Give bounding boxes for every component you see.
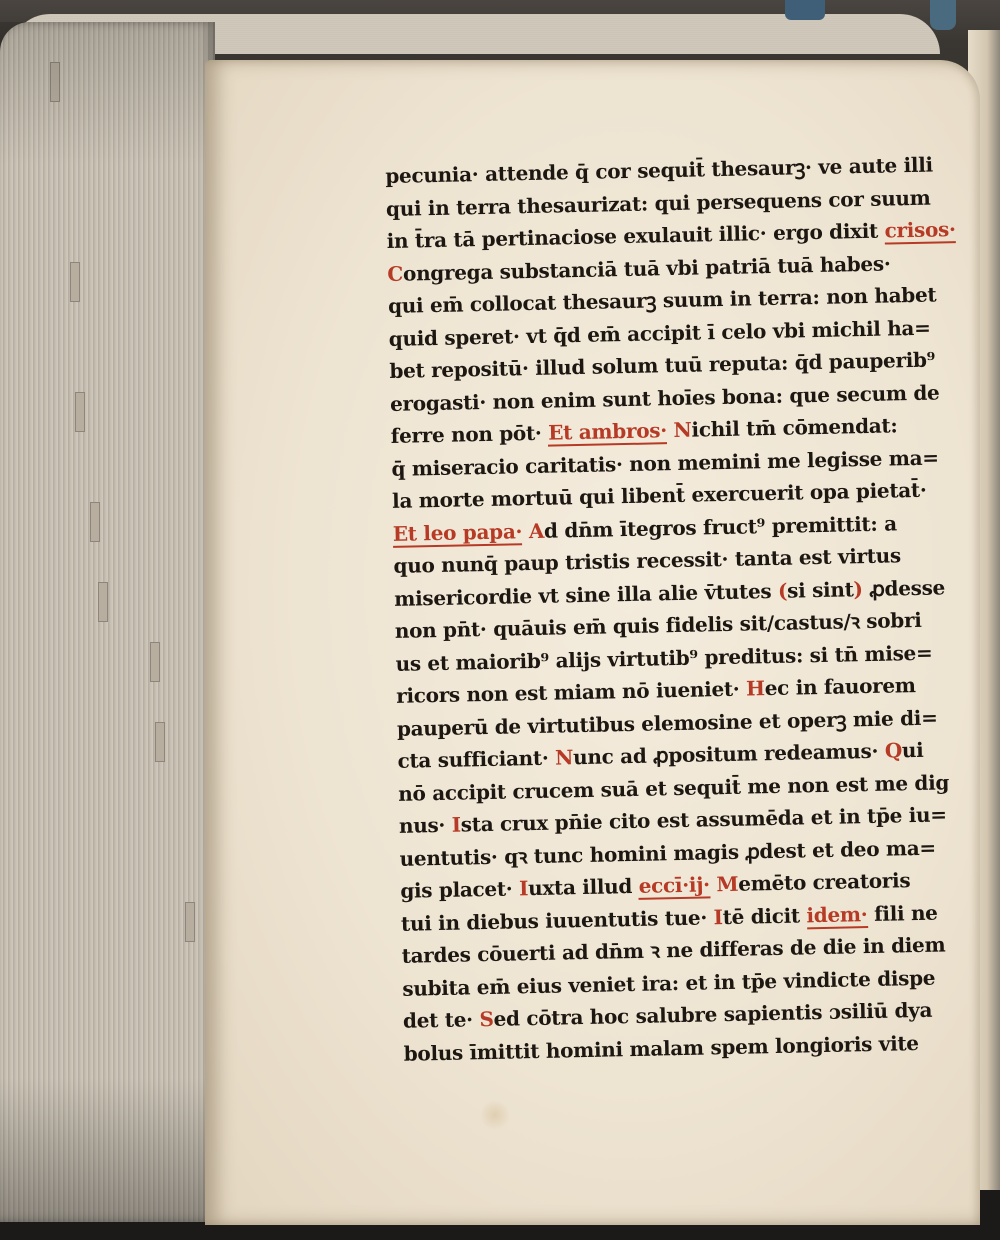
page-stack-left bbox=[0, 22, 215, 1222]
body-text: q̄ miseracio caritatis· non memini me legisse ma= bbox=[391, 444, 939, 481]
rubric-text: H bbox=[745, 676, 765, 701]
rubric-text: Et ambros· bbox=[547, 418, 668, 445]
page-tab bbox=[75, 392, 85, 432]
rubric-text: C bbox=[387, 261, 404, 286]
body-text: gis placet· bbox=[400, 876, 520, 903]
body-text: non pn̄t· quāuis em̄ quis fidelis sit/castus/ꝛ sobri bbox=[394, 607, 922, 643]
body-text: si sint bbox=[786, 576, 854, 603]
rubric-text: S bbox=[479, 1006, 494, 1032]
body-text: ichil tm̄ cōmendat: bbox=[691, 413, 898, 442]
rubric-text: idem· bbox=[806, 901, 868, 927]
rubric-text: N bbox=[554, 745, 574, 770]
body-text: qui em̄ collocat thesaurꝫ suum in terra: non habet bbox=[387, 282, 937, 318]
body-text: la morte mortuū qui libent̄ exercuerit opa pietat̄· bbox=[391, 477, 927, 513]
rubric-text: Q bbox=[884, 738, 903, 763]
body-text: quid speret· vt q̄d em̄ accipit ī celo vbi michil ha= bbox=[388, 315, 931, 351]
body-text: erogasti· non enim sunt hoīes bona: que secum de bbox=[389, 379, 940, 416]
body-text: quo nunq̄ paup tristis recessit· tanta est virtus bbox=[393, 543, 902, 578]
page-tab bbox=[98, 582, 108, 622]
page-stain bbox=[480, 1100, 510, 1130]
body-text: tē dicit bbox=[722, 902, 807, 929]
body-text: sta crux pn̄ie cito est assumēda et in tp̄e iu= bbox=[460, 802, 947, 837]
body-text: det te· bbox=[402, 1007, 480, 1033]
body-text: ꝓdesse bbox=[862, 574, 946, 601]
body-text: tardes cōuerti ad dn̄m ꝛ ne differas de die in diem bbox=[401, 932, 946, 968]
body-text: nus· bbox=[398, 812, 452, 838]
body-text: bet repositū· illud solum tuū reputa: q̄d pauperib⁹ bbox=[389, 347, 936, 383]
page-tab bbox=[185, 902, 195, 942]
rubric-text: ( bbox=[777, 578, 788, 603]
rubric-text: ) bbox=[853, 576, 863, 601]
body-text: qui in terra thesaurizat: qui persequens cor suum bbox=[385, 185, 931, 221]
rubric-text: I bbox=[518, 876, 529, 901]
body-text: ferre non pōt· bbox=[390, 420, 549, 448]
rubric-text: Et leo papa· bbox=[392, 518, 523, 546]
body-text: pauperū de virtutibus elemosine et operꝫ mie di= bbox=[396, 705, 938, 741]
rubric-text: I bbox=[713, 904, 723, 929]
body-text: emēto creatoris bbox=[738, 868, 911, 896]
body-text: unc ad ꝓpositum redeamus· bbox=[572, 738, 886, 770]
body-text: uxta illud bbox=[527, 873, 639, 901]
body-text: nō accipit crucem suā et sequit̄ me non est me dig bbox=[398, 769, 950, 806]
body-text: ed cōtra hoc salubre sapientis ɔsiliū dya bbox=[493, 997, 933, 1031]
page-tab bbox=[90, 502, 100, 542]
bookmark-ribbon bbox=[785, 0, 825, 20]
body-text: us et maiorib⁹ alijs virtutib⁹ preditus: si tn̄ mise= bbox=[395, 640, 933, 676]
rubric-text: A bbox=[521, 518, 545, 543]
body-text: in t̄ra tā pertinaciose exulauit illic· ergo dixit bbox=[386, 218, 885, 253]
rubric-text: eccī·ij· bbox=[638, 872, 711, 898]
rubric-text: crisos· bbox=[884, 217, 956, 243]
page-tab bbox=[150, 642, 160, 682]
body-text: uentutis· qꝛ tunc homini magis ꝓdest et deo ma= bbox=[399, 835, 937, 871]
body-text: misericordie vt sine illa alie v̄tutes bbox=[393, 578, 779, 611]
bookmark-ribbon bbox=[930, 0, 956, 30]
page-tab bbox=[70, 262, 80, 302]
rubric-text: I bbox=[451, 812, 462, 837]
rubric-text: M bbox=[709, 871, 739, 897]
body-text: d dn̄m ītegros fruct⁹ premittit: a bbox=[543, 510, 897, 543]
body-text: ui bbox=[901, 737, 924, 763]
body-text: cta sufficiant· bbox=[397, 745, 556, 773]
incunable-text-block bbox=[385, 149, 956, 1070]
body-text: bolus īmittit homini malam spem longioris vite bbox=[403, 1030, 919, 1066]
body-text: tui in diebus iuuentutis tue· bbox=[400, 904, 714, 936]
body-text: pecunia· attende q̄ cor sequit̄ thesaurꝫ· ve aute illi bbox=[385, 152, 934, 188]
body-text: fili ne bbox=[867, 900, 938, 926]
page-tab bbox=[50, 62, 60, 102]
body-text: ec in fauorem bbox=[764, 673, 916, 701]
body-text: subita em̄ eius veniet ira: et in tp̄e vindicte dispe bbox=[402, 965, 936, 1001]
rubric-text: N bbox=[666, 417, 692, 443]
body-text: ricors non est miam nō iueniet· bbox=[395, 676, 747, 708]
page-tab bbox=[155, 722, 165, 762]
body-text: ongrega substanciā tuā vbi patriā tuā habes· bbox=[402, 250, 891, 286]
